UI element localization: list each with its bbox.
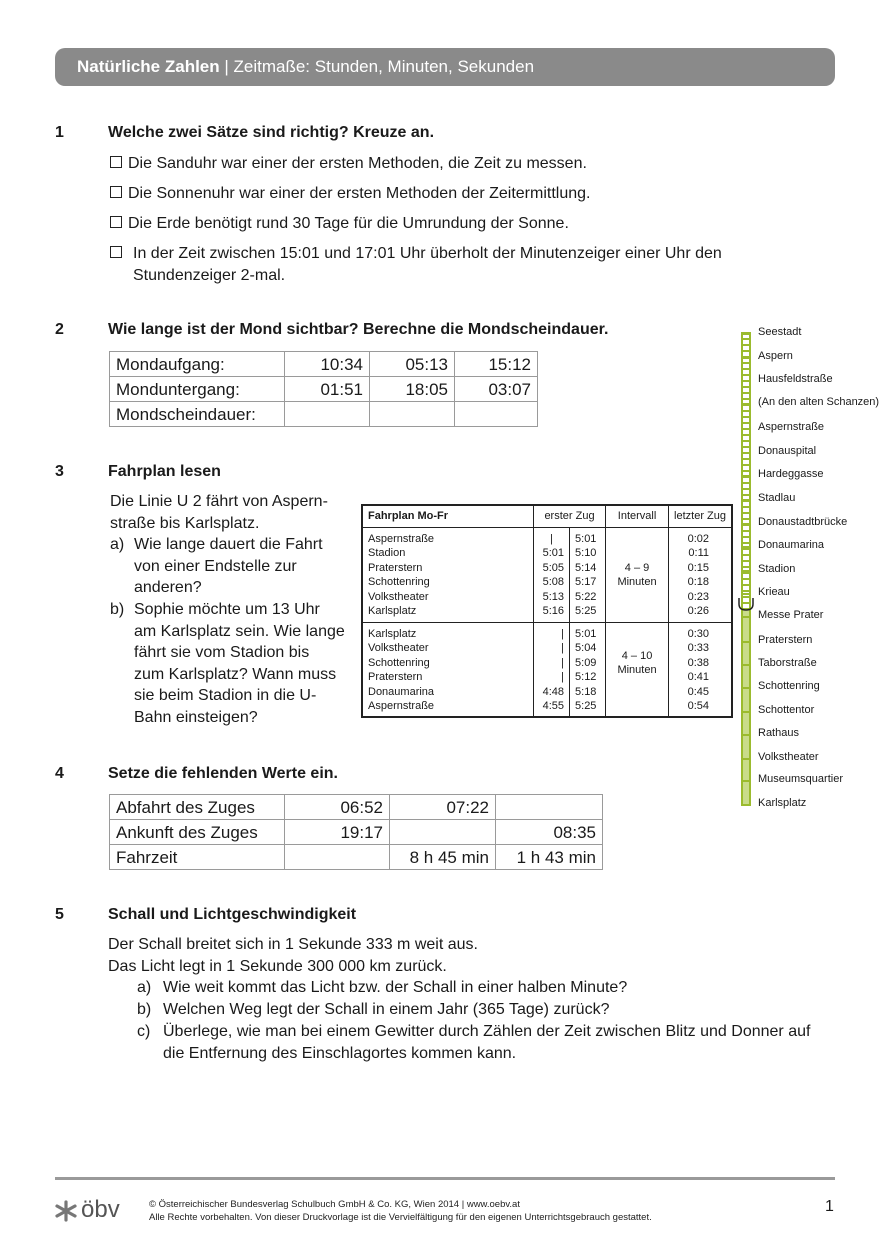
table-row: [110, 377, 538, 402]
station-label: Krieau: [758, 586, 790, 598]
station-tick: [743, 593, 751, 595]
table-cell: 08:35: [496, 820, 603, 845]
station-tick: [743, 687, 751, 689]
task5-b-text: Welchen Weg legt der Schall in einem Jahr (365 Tage) zurück?: [163, 1001, 610, 1018]
timetable-header: [363, 506, 731, 527]
column-header: letzter Zug: [669, 506, 731, 527]
table-cell: 19:17: [285, 820, 390, 845]
publisher-logo-text: öbv: [81, 1196, 120, 1223]
task1-option-4[interactable]: In der Zeit zwischen 15:01 und 17:01 Uhr überholt der Minutenzeiger einer Uhr den: [110, 243, 722, 265]
table-row: [110, 820, 603, 845]
table-cell: 03:07: [455, 377, 538, 402]
station-label: Schottentor: [758, 704, 815, 716]
station-tick: [743, 499, 751, 501]
line-connector-icon: [736, 596, 756, 612]
copyright: © Österreichischer Bundesverlag Schulbuch GmbH & Co. KG, Wien 2014 | www.oebv.at Alle Rechte vorbehalten. Von dieser Druckvorlage ist die Vervielfältigung für den eigenen Unterrichtsgebrauch gestattet.: [149, 1199, 652, 1223]
page-header: [55, 48, 835, 86]
first-train-a: | 5:01 5:05 5:08 5:13 5:16: [534, 527, 570, 622]
task3-a-text: Wie lange dauert die Fahrt von einer Endstelle zur anderen?: [134, 536, 323, 596]
task3-number: 3: [55, 463, 64, 480]
row-label: Fahrzeit: [110, 845, 285, 870]
last-train: 0:02 0:11 0:15 0:18 0:23 0:26: [669, 527, 731, 622]
station-tick: [743, 523, 751, 525]
train-table: [109, 794, 603, 870]
task5-c-label: c): [137, 1023, 151, 1040]
line-track-planned: [743, 332, 749, 622]
checkbox[interactable]: [110, 156, 122, 168]
task1-option-4-cont: Stundenzeiger 2-mal.: [133, 267, 286, 284]
moon-table: [109, 351, 538, 427]
task5-c-text: Überlege, wie man bei einem Gewitter durch Zählen der Zeit zwischen Blitz und Donner auf die Entfernung des Einschlagortes kommen kann.: [163, 1023, 811, 1062]
task1-option-1[interactable]: Die Sanduhr war einer der ersten Methoden, die Zeit zu messen.: [110, 153, 587, 175]
station-label: Hausfeldstraße: [758, 373, 833, 385]
table-cell: 01:51: [285, 377, 370, 402]
station-tick: [743, 475, 751, 477]
interval: 4 – 9 Minuten: [606, 527, 669, 622]
table-row: [110, 402, 538, 427]
answer-cell[interactable]: [496, 795, 603, 820]
table-cell: 07:22: [390, 795, 496, 820]
task3-title: Fahrplan lesen: [108, 463, 221, 480]
last-train: 0:30 0:33 0:38 0:41 0:45 0:54: [669, 622, 731, 716]
timetable-title: Fahrplan Mo-Fr: [363, 506, 534, 527]
station-label: Stadion: [758, 563, 796, 575]
station-tick: [743, 428, 751, 430]
station-tick: [743, 804, 751, 806]
station-label: Museumsquartier: [758, 773, 843, 785]
answer-cell[interactable]: [285, 402, 370, 427]
table-cell: 10:34: [285, 352, 370, 377]
interval: 4 – 10 Minuten: [606, 622, 669, 716]
task5-b-label: b): [137, 1001, 152, 1018]
task1-title: Welche zwei Sätze sind richtig? Kreuze an.: [108, 124, 435, 141]
oebv-logo-icon: [54, 1199, 78, 1223]
timetable: [361, 504, 733, 718]
station-tick: [743, 452, 751, 454]
row-label: Mondscheindauer:: [110, 402, 285, 427]
task4-title: Setze die fehlenden Werte ein.: [108, 765, 338, 782]
station-tick: [743, 357, 751, 359]
task5-intro: Der Schall breitet sich in 1 Sekunde 333 m weit aus. Das Licht legt in 1 Sekunde 300 000 km zurück.: [108, 936, 478, 975]
station-label: Seestadt: [758, 326, 802, 338]
header-separator: |: [219, 57, 234, 76]
task1-option-2[interactable]: Die Sonnenuhr war einer der ersten Methoden der Zeitermittlung.: [110, 183, 590, 205]
task2-number: 2: [55, 321, 64, 338]
header-topic: Natürliche Zahlen: [77, 57, 220, 76]
table-cell: 05:13: [370, 352, 455, 377]
checkbox[interactable]: [110, 186, 122, 198]
station-tick: [743, 570, 751, 572]
task2-title: Wie lange ist der Mond sichtbar? Berechne die Mondscheindauer.: [108, 321, 609, 338]
station-tick: [743, 664, 751, 666]
table-cell: 8 h 45 min: [390, 845, 496, 870]
column-header: Intervall: [606, 506, 669, 527]
station-label: (An den alten Schanzen): [758, 396, 880, 408]
task4-number: 4: [55, 765, 64, 782]
column-header: erster Zug: [534, 506, 606, 527]
task5-title: Schall und Lichtgeschwindigkeit: [108, 906, 357, 923]
station-tick: [743, 333, 751, 335]
station-tick: [743, 758, 751, 760]
answer-cell[interactable]: [390, 820, 496, 845]
station-label: Taborstraße: [758, 657, 817, 669]
table-cell: 1 h 43 min: [496, 845, 603, 870]
station-tick: [743, 403, 751, 405]
task5-a-label: a): [137, 979, 152, 996]
station-label: Messe Prater: [758, 609, 824, 621]
station-tick: [743, 616, 751, 618]
station-label: Rathaus: [758, 727, 799, 739]
task5-number: 5: [55, 906, 64, 923]
station-tick: [743, 546, 751, 548]
station-label: Donaumarina: [758, 539, 825, 551]
row-label: Abfahrt des Zuges: [110, 795, 285, 820]
station-tick: [743, 734, 751, 736]
station-label: Schottenring: [758, 680, 820, 692]
station-label: Stadlau: [758, 492, 796, 504]
table-row: [110, 352, 538, 377]
checkbox[interactable]: [110, 246, 122, 258]
timetable-block: [363, 527, 731, 622]
station-label: Praterstern: [758, 634, 813, 646]
footer-divider: [55, 1177, 835, 1180]
task1-number: 1: [55, 124, 64, 141]
answer-cell[interactable]: [370, 402, 455, 427]
station-label: Aspern: [758, 350, 793, 362]
station-label: Donauspital: [758, 445, 817, 457]
table-row: [110, 845, 603, 870]
table-cell: 06:52: [285, 795, 390, 820]
task3-intro: Die Linie U 2 fährt von Aspern- straße bis Karlsplatz.: [110, 493, 328, 532]
first-train-b: 5:01 5:04 5:09 5:12 5:18 5:25: [570, 622, 606, 716]
station-label: Karlsplatz: [758, 797, 807, 809]
stop-list: Aspernstraße Stadion Praterstern Schottenring Volkstheater Karlsplatz: [363, 527, 534, 622]
answer-cell[interactable]: [455, 402, 538, 427]
header-subtopic: Zeitmaße: Stunden, Minuten, Sekunden: [233, 57, 535, 76]
answer-cell[interactable]: [285, 845, 390, 870]
station-label: Hardeggasse: [758, 468, 824, 480]
first-train-b: 5:01 5:10 5:14 5:17 5:22 5:25: [570, 527, 606, 622]
task5-a-text: Wie weit kommt das Licht bzw. der Schall in einer halben Minute?: [163, 979, 628, 996]
checkbox[interactable]: [110, 216, 122, 228]
line-track-built: [743, 610, 749, 806]
row-label: Ankunft des Zuges: [110, 820, 285, 845]
first-train-a: | | | | 4:48 4:55: [534, 622, 570, 716]
timetable-block: [363, 622, 731, 716]
station-tick: [743, 641, 751, 643]
table-cell: 15:12: [455, 352, 538, 377]
row-label: Mondaufgang:: [110, 352, 285, 377]
station-tick: [743, 380, 751, 382]
station-label: Volkstheater: [758, 751, 819, 763]
task3-b-text: Sophie möchte um 13 Uhr am Karlsplatz sein. Wie lange fährt sie vom Stadion bis zum Karlsplatz? Wann muss sie beim Stadion in die U- Bahn einsteigen?: [134, 601, 345, 726]
task3-a-label: a): [110, 536, 125, 553]
stop-list: Karlsplatz Volkstheater Schottenring Praterstern Donaumarina Aspernstraße: [368, 627, 435, 712]
page-number: 1: [825, 1198, 834, 1215]
table-row: [110, 795, 603, 820]
station-label: Aspernstraße: [758, 421, 825, 433]
task3-b-label: b): [110, 601, 125, 618]
station-tick: [743, 780, 751, 782]
row-label: Monduntergang:: [110, 377, 285, 402]
station-tick: [743, 711, 751, 713]
table-cell: 18:05: [370, 377, 455, 402]
station-label: Donaustadtbrücke: [758, 516, 848, 528]
task1-option-3[interactable]: Die Erde benötigt rund 30 Tage für die Umrundung der Sonne.: [110, 213, 569, 235]
